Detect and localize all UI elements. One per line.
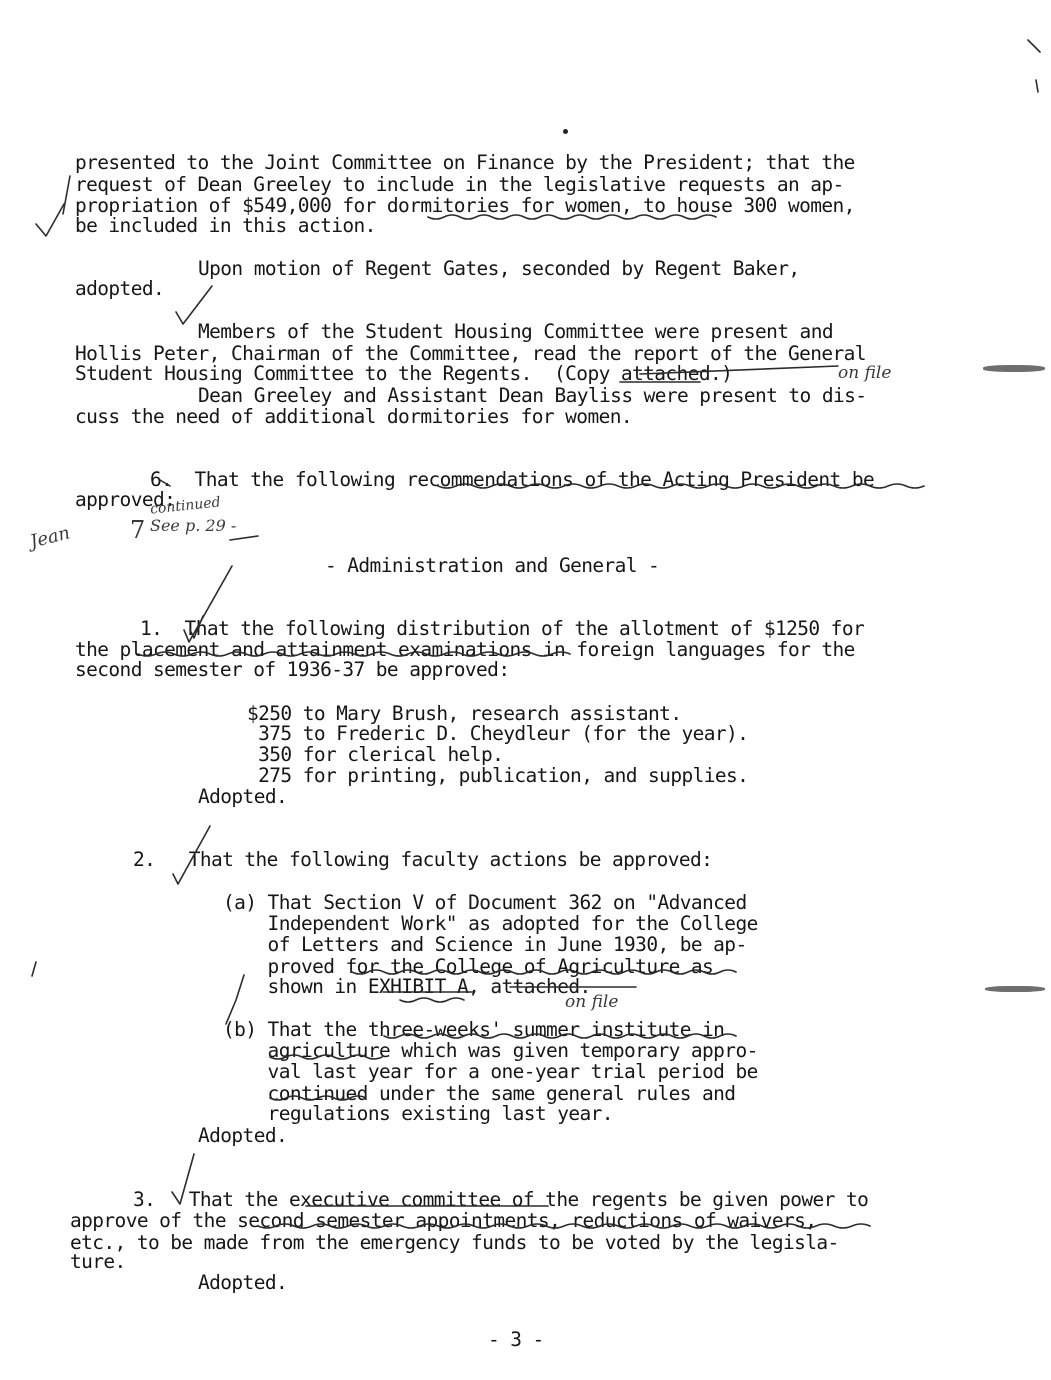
item2a-line-4: proved for the College of Agriculture as [223,955,714,978]
para3-line-2: Hollis Peter, Chairman of the Committee, read the report of the General [75,342,866,365]
underline-continued [270,1096,366,1100]
para3-line-5: cuss the need of additional dormitories for women. [75,405,632,428]
para3-line-4: Dean Greeley and Assistant Dean Bayliss were present to dis- [198,384,867,407]
corner-mark-right [1036,80,1038,92]
item3-line-3: etc., to be made from the emergency funds to be voted by the legisla- [70,1231,839,1254]
allotment-line-1: $250 to Mary Brush, research assistant. [247,702,682,725]
item1-line-1: 1. That the following distribution of the allotment of $1250 for [140,617,865,640]
item2b-line-4: continued under the same general rules and [223,1082,736,1105]
handwritten-seven: 7 [130,516,146,544]
underline-college-agriculture [352,970,736,974]
handwritten-jean: Jean [28,522,73,553]
para3-line-1: Members of the Student Housing Committee were present and [198,320,833,343]
section-heading: - Administration and General - [325,554,660,577]
underline-agriculture [270,1055,382,1059]
adopted-2: Adopted. [198,1124,288,1147]
checkmark-item2a [226,975,244,1024]
item2a-line-3: of Letters and Science in June 1930, be ap- [223,933,747,956]
para2-line-2: adopted. [75,277,165,300]
strike-copy-attached [640,366,838,374]
underline-recommendations [438,484,924,488]
underline-placement [138,652,570,656]
checkmark-item2 [173,826,210,884]
corner-mark-top-right [1028,40,1040,52]
item3-line-2: approve of the second semester appointments, reductions of waivers, [70,1209,817,1232]
adopted-1: Adopted. [198,785,288,808]
item6-line-1: 6. That the following recommendations of the Acting President be [150,468,875,491]
item2b-line-3: val last year for a one-year trial period be [223,1060,758,1083]
underline-three-weeks [384,1034,736,1038]
para2-line-1: Upon motion of Regent Gates, seconded by Regent Baker, [198,257,800,280]
item6-line-2: approved: [75,488,176,511]
checkmark-para1 [36,204,64,236]
para1-line-4: be included in this action. [75,214,376,237]
strike-item6-number [160,480,170,486]
item2b-line-1: (b) That the three-weeks' summer institute in [223,1018,725,1041]
adopted-3: Adopted. [198,1271,288,1294]
handwritten-on-file-1: on file [838,363,892,383]
checkmark-item3 [172,1154,194,1204]
allotment-line-2: 375 to Frederic D. Cheydleur (for the year). [247,722,749,745]
margin-stroke-para1 [63,176,70,214]
para3-line-3: Student Housing Committee to the Regents. (Copy attached.) [75,362,733,385]
margin-tick-left [32,962,36,976]
item2a-line-1: (a) That Section V of Document 362 on "Advanced [223,891,747,914]
checkmark-item1 [184,566,232,642]
item2b-line-2: agriculture which was given temporary appro- [223,1039,758,1062]
item2a-line-2: Independent Work" as adopted for the College [223,912,758,935]
allotment-line-4: 275 for printing, publication, and supplies. [247,764,749,787]
para1-line-1: presented to the Joint Committee on Finance by the President; that the [75,151,855,174]
item1-line-2: the placement and attainment examinations in foreign languages for the [75,638,855,661]
item2b-line-5: regulations existing last year. [223,1102,613,1125]
item3-line-1: 3. That the executive committee of the regents be given power to [133,1188,869,1211]
item1-line-3: second semester of 1936-37 be approved: [75,658,510,681]
underline-dormitories [428,215,716,219]
underline-second-semester [258,1224,870,1228]
handwritten-on-file-2: on file [565,992,619,1012]
checkmark-para2 [176,286,212,324]
item3-line-4: ture. [70,1250,126,1273]
page-number: - 3 - [488,1328,544,1351]
item2-line: 2. That the following faculty actions be approved: [133,848,713,871]
handwritten-continued: continued [149,494,222,518]
underline-see-page [230,536,258,540]
allotment-line-3: 350 for clerical help. [247,743,504,766]
para1-line-2: request of Dean Greeley to include in the legislative requests an ap- [75,173,844,196]
checkmark-item1-small [190,616,203,638]
item2a-line-5: shown in EXHIBIT A, attached. [223,975,591,998]
para1-line-3: propriation of $549,000 for dormitories for women, to house 300 women, [75,194,855,217]
wavy-under-exhibit [400,998,464,1002]
handwritten-see-page: See p. 29 - [150,516,237,535]
